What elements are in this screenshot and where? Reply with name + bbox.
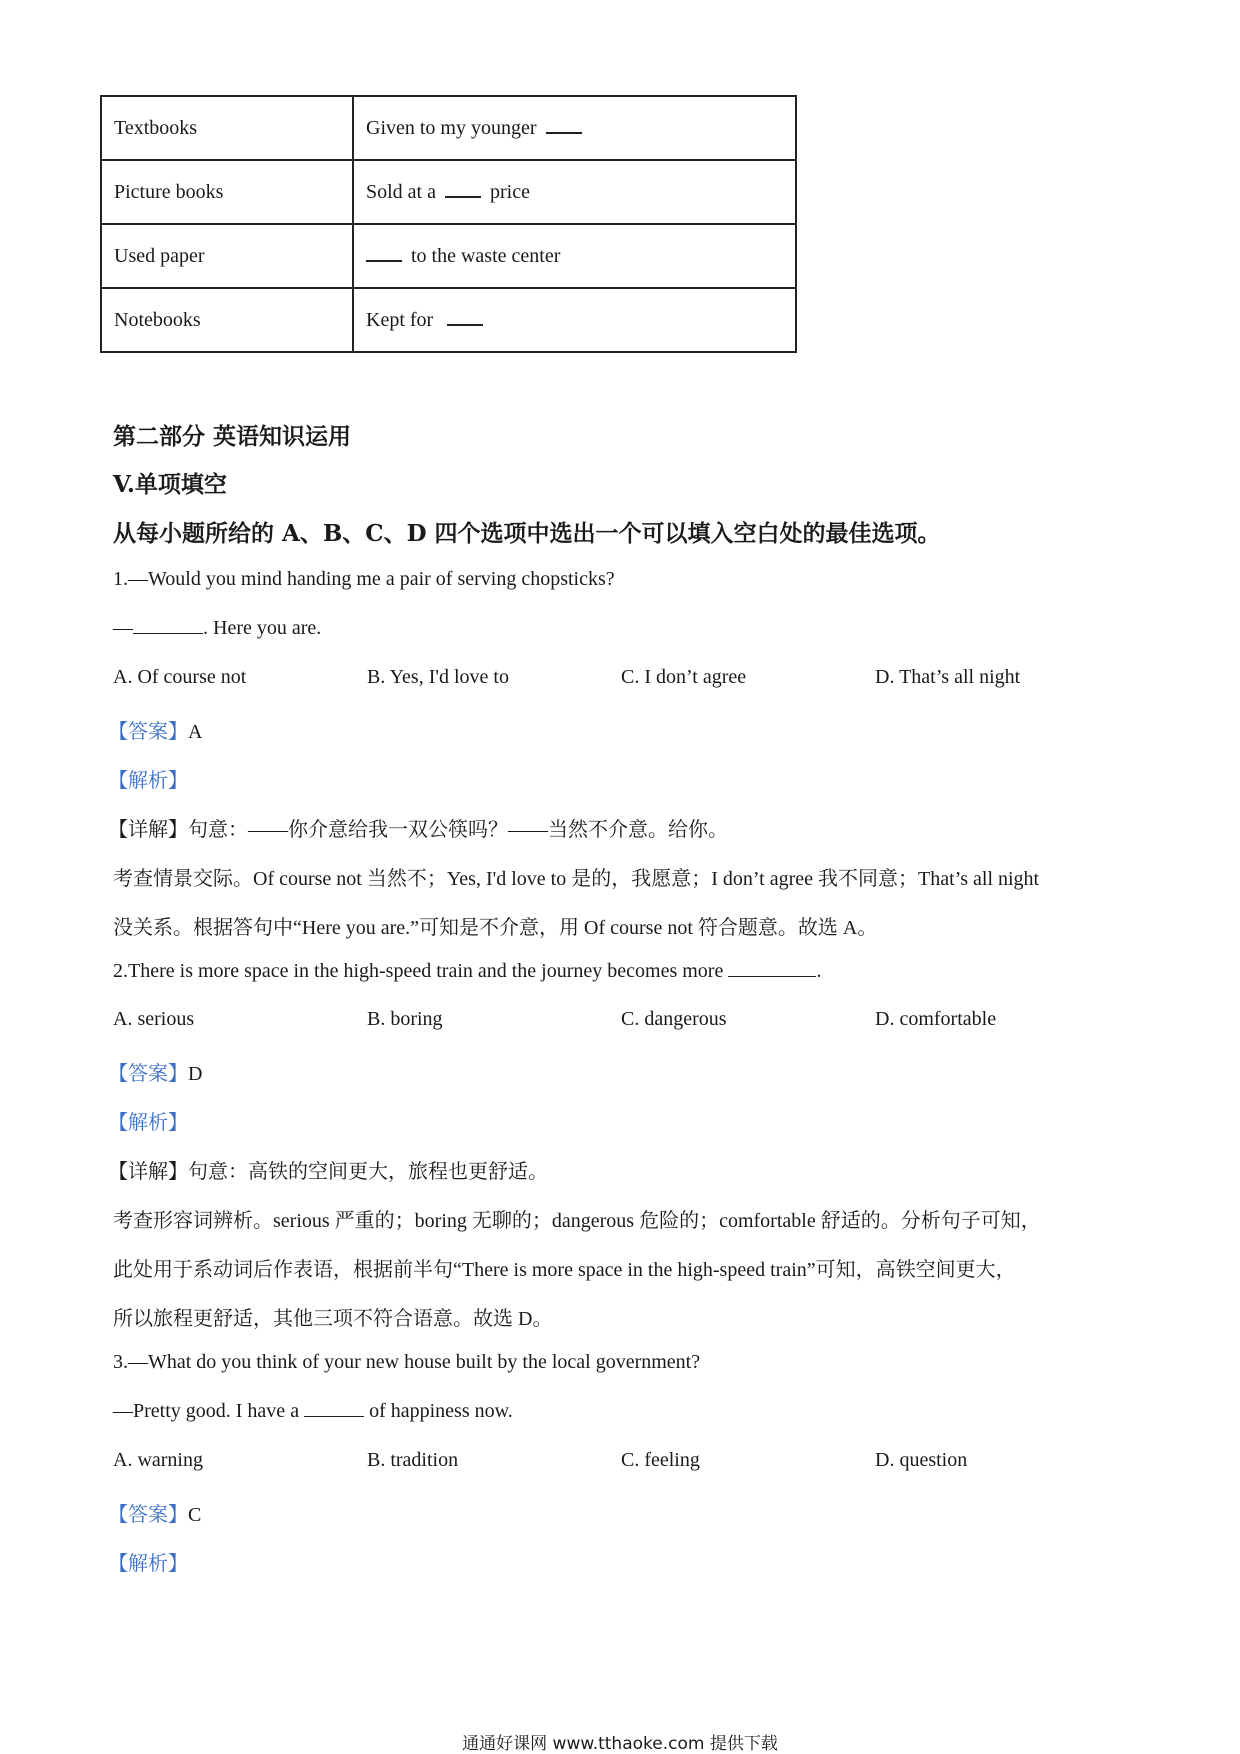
q2-analysis-label: 【解析】 [108,1112,188,1134]
question-1-stem: 1.—Would you mind handing me a pair of serving chopsticks? [113,568,615,590]
q2-option-b: B. boring [367,1008,443,1030]
question-3-stem: 3.—What do you think of your new house built by the local government? [113,1351,701,1373]
q1-analysis-label: 【解析】 [108,770,188,792]
q2-explanation-line2: 此处用于系动词后作表语，根据前半句“There is more space in the high-speed train”可知，高铁空间更大， [113,1259,1016,1281]
q1-option-b: B. Yes, I'd love to [367,666,509,688]
answer-blank [445,195,481,198]
q2-option-d: D. comfortable [875,1008,997,1030]
subsection-heading: V.单项填空 [113,471,227,498]
table-cell-action: to the waste center [353,224,796,288]
q1-explanation-line2: 没关系。根据答句中“Here you are.”可知是不介意，用 Of course not 符合题意。故选 A。 [113,917,878,939]
page-footer: 通通好课网 www.tthaoke.com 提供下载 [462,1734,778,1754]
q3-option-b: B. tradition [367,1449,459,1471]
question-2-stem: 2.There is more space in the high-speed train and the journey becomes more . [113,960,822,982]
answer-blank [546,131,582,134]
table-cell-item: Notebooks [101,288,353,352]
answer-blank [728,975,816,977]
table-cell-action: Sold at a price [353,160,796,224]
q3-option-c: C. feeling [621,1449,700,1471]
section-heading: 第二部分 英语知识运用 [113,423,352,450]
q1-explanation-line1: 考查情景交际。Of course not 当然不；Yes, I'd love to 是的，我愿意；I don’t agree 我不同意；That’s all night [113,868,1040,890]
table-cell-item: Used paper [101,224,353,288]
q3-option-d: D. question [875,1449,968,1471]
section-instruction: 从每小题所给的 A、B、C、D 四个选项中选出一个可以填入空白处的最佳选项。 [113,520,941,547]
table-row [101,288,796,352]
q1-answer: 【答案】A [108,721,203,743]
table-cell-item: Textbooks [101,96,353,160]
q2-option-c: C. dangerous [621,1008,727,1030]
table-row [101,224,796,288]
q3-answer: 【答案】C [108,1504,202,1526]
answer-blank [304,1415,364,1417]
q2-explanation-line1: 考查形容词辨析。serious 严重的；boring 无聊的；dangerous 危险的；comfortable 舒适的。分析句子可知， [113,1210,1041,1232]
q2-answer: 【答案】D [108,1063,203,1085]
q2-detail: 【详解】句意：高铁的空间更大，旅程也更舒适。 [108,1161,548,1183]
table-cell-item: Picture books [101,160,353,224]
q1-option-c: C. I don’t agree [621,666,747,688]
book-disposal-table [100,95,797,353]
q1-detail: 【详解】句意：——你介意给我一双公筷吗？——当然不介意。给你。 [108,819,728,841]
answer-blank [366,259,402,262]
table-cell-action: Given to my younger [353,96,796,160]
answer-blank [133,632,203,634]
question-3-reply: —Pretty good. I have a of happiness now. [113,1400,513,1422]
q3-analysis-label: 【解析】 [108,1553,188,1575]
table-row [101,160,796,224]
table-cell-action: Kept for [353,288,796,352]
question-1-reply: — . Here you are. [113,617,322,639]
answer-blank [447,323,483,326]
q1-option-a: A. Of course not [113,666,247,688]
q2-option-a: A. serious [113,1008,195,1030]
q3-option-a: A. warning [113,1449,203,1471]
table-row [101,96,796,160]
q2-explanation-line3: 所以旅程更舒适，其他三项不符合语意。故选 D。 [113,1308,553,1330]
q1-option-d: D. That’s all night [875,666,1021,688]
